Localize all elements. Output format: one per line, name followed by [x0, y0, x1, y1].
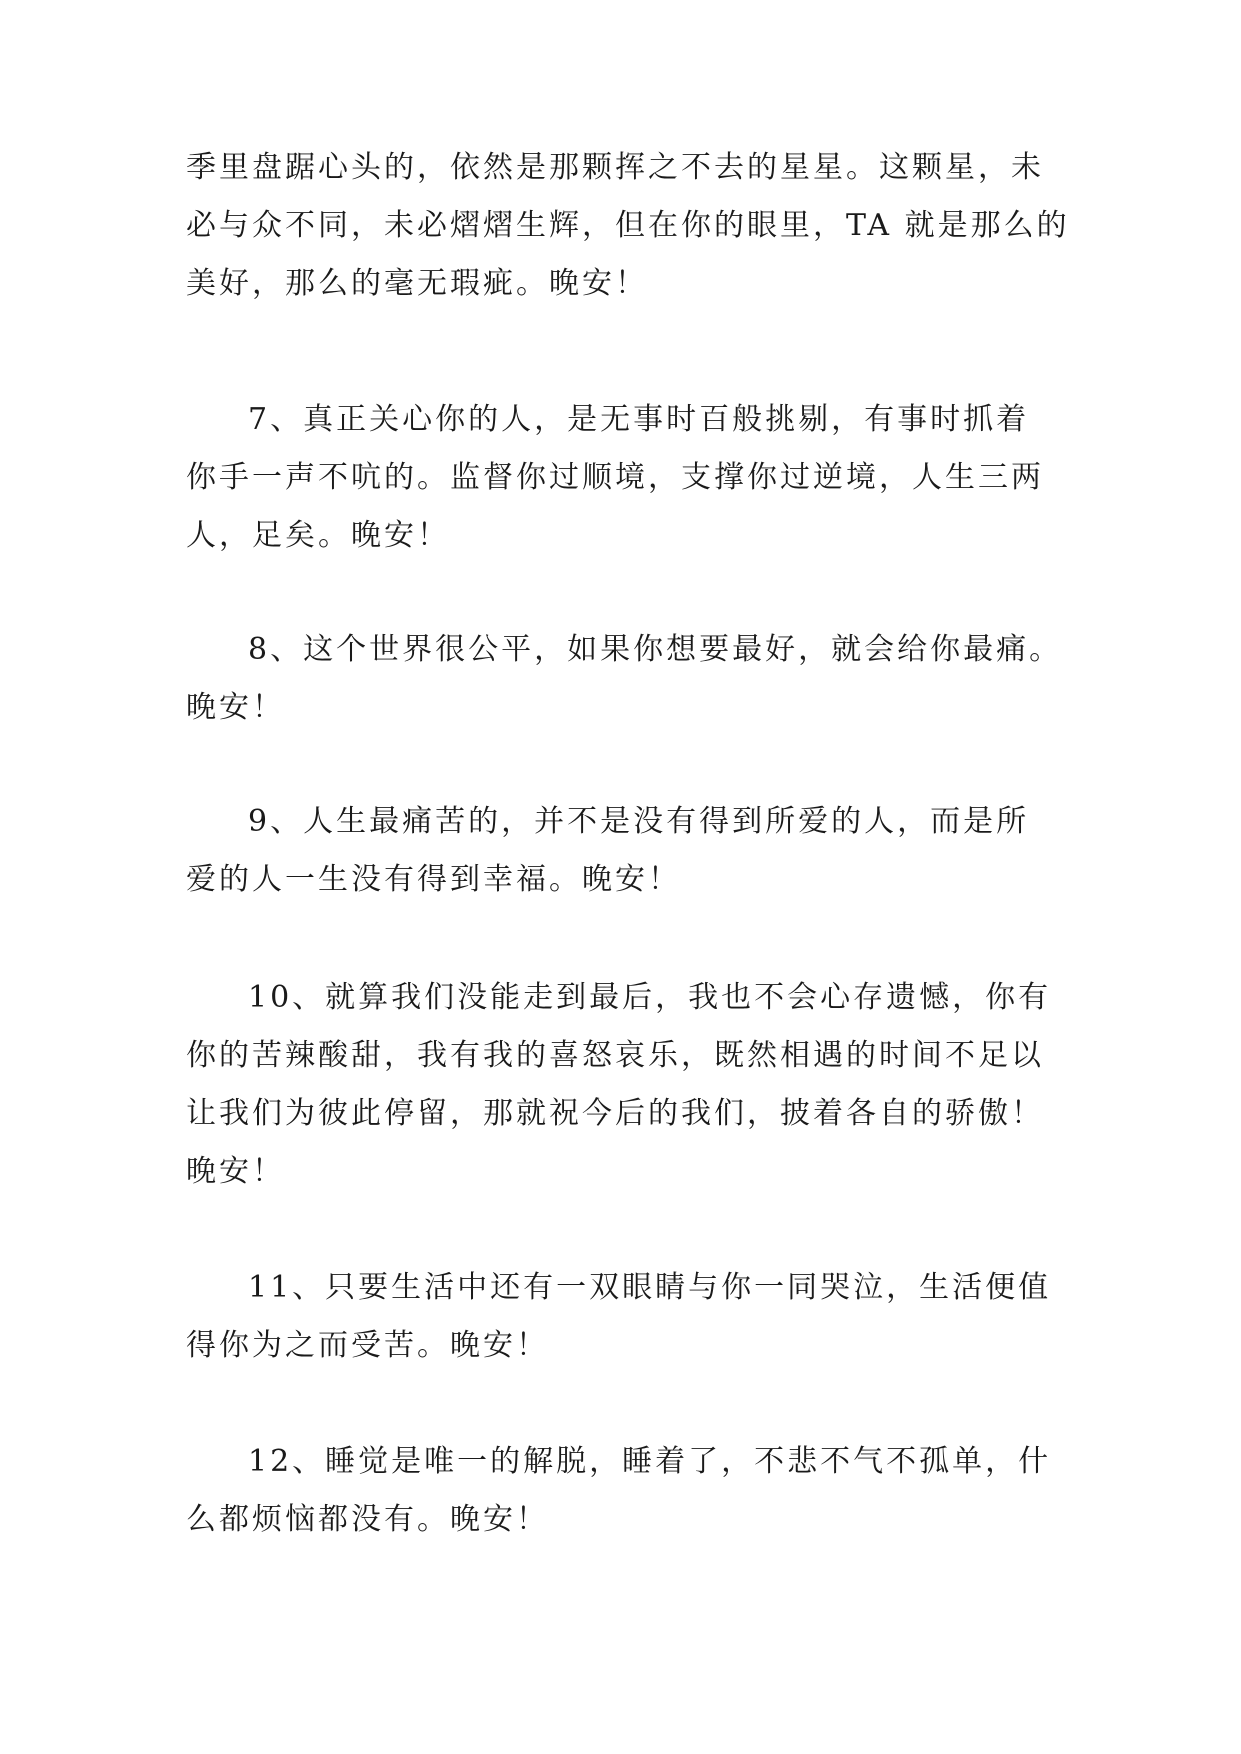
paragraph-12-line-1: 12、睡觉是唯一的解脱，睡着了，不悲不气不孤单，什: [248, 1444, 1052, 1479]
paragraph-11-line-1: 11、只要生活中还有一双眼睛与你一同哭泣，生活便值: [248, 1270, 1052, 1305]
paragraph-8-line-2: 晚安！: [186, 690, 285, 725]
paragraph-9-line-1: 9、人生最痛苦的，并不是没有得到所爱的人，而是所: [248, 804, 1030, 839]
paragraph-10-line-3: 让我们为彼此停留，那就祝今后的我们，披着各自的骄傲！: [186, 1096, 1044, 1131]
paragraph-7-line-1: 7、真正关心你的人，是无事时百般挑剔，有事时抓着: [248, 402, 1030, 437]
paragraph-1-line-2: 必与众不同，未必熠熠生辉，但在你的眼里，TA 就是那么的: [186, 208, 1070, 243]
paragraph-8-line-1: 8、这个世界很公平，如果你想要最好，就会给你最痛。: [248, 632, 1063, 667]
paragraph-1-line-3: 美好，那么的毫无瑕疵。晚安！: [186, 266, 648, 301]
paragraph-12-line-2: 么都烦恼都没有。晚安！: [186, 1502, 549, 1537]
paragraph-10-line-1: 10、就算我们没能走到最后，我也不会心存遗憾，你有: [248, 980, 1052, 1015]
paragraph-9-line-2: 爱的人一生没有得到幸福。晚安！: [186, 862, 681, 897]
paragraph-10-line-2: 你的苦辣酸甜，我有我的喜怒哀乐，既然相遇的时间不足以: [186, 1038, 1044, 1073]
paragraph-7-line-2: 你手一声不吭的。监督你过顺境，支撑你过逆境，人生三两: [186, 460, 1044, 495]
paragraph-11-line-2: 得你为之而受苦。晚安！: [186, 1328, 549, 1363]
paragraph-10-line-4: 晚安！: [186, 1154, 285, 1189]
paragraph-1-line-1: 季里盘踞心头的，依然是那颗挥之不去的星星。这颗星，未: [186, 150, 1044, 185]
paragraph-7-line-3: 人，足矣。晚安！: [186, 518, 450, 553]
